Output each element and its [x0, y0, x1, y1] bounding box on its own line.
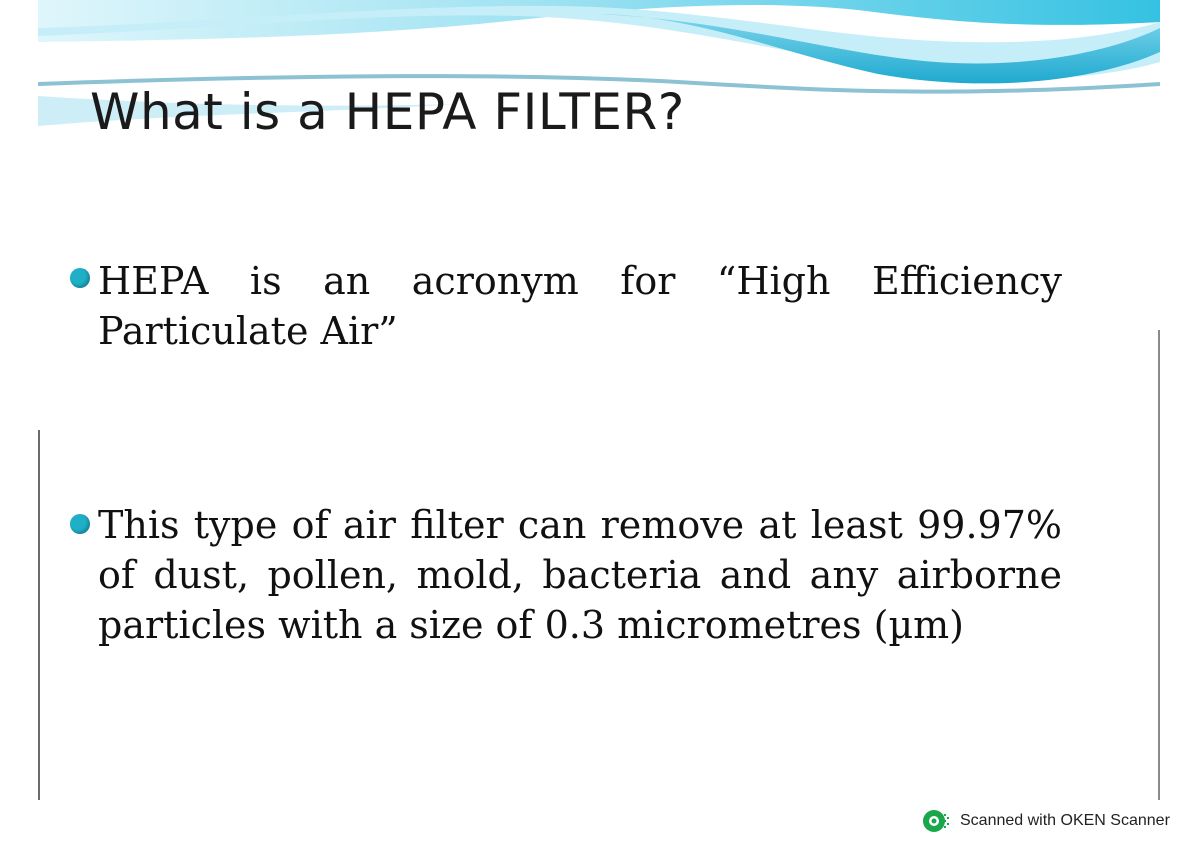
bullet-dot-icon	[70, 514, 90, 534]
slide-border-right	[1158, 330, 1160, 800]
slide	[38, 0, 1160, 800]
bullet-item	[62, 256, 1062, 356]
watermark-text: Scanned with OKEN Scanner	[960, 812, 1170, 829]
bullet-text: HEPA is an acronym for “High Efficiency Particulate Air”	[98, 259, 1062, 353]
bullet-item	[62, 500, 1062, 650]
slide-border-left	[38, 430, 40, 800]
bullet-text: This type of air filter can remove at least 99.97% of dust, pollen, mold, bacteria and any airborne particles with a size of 0.3 micrometres (µm)	[98, 503, 1062, 647]
oken-scanner-logo-icon	[922, 808, 952, 834]
slide-title: What is a HEPA FILTER?	[90, 83, 685, 141]
bullet-dot-icon	[70, 268, 90, 288]
scanner-watermark	[922, 808, 1170, 834]
